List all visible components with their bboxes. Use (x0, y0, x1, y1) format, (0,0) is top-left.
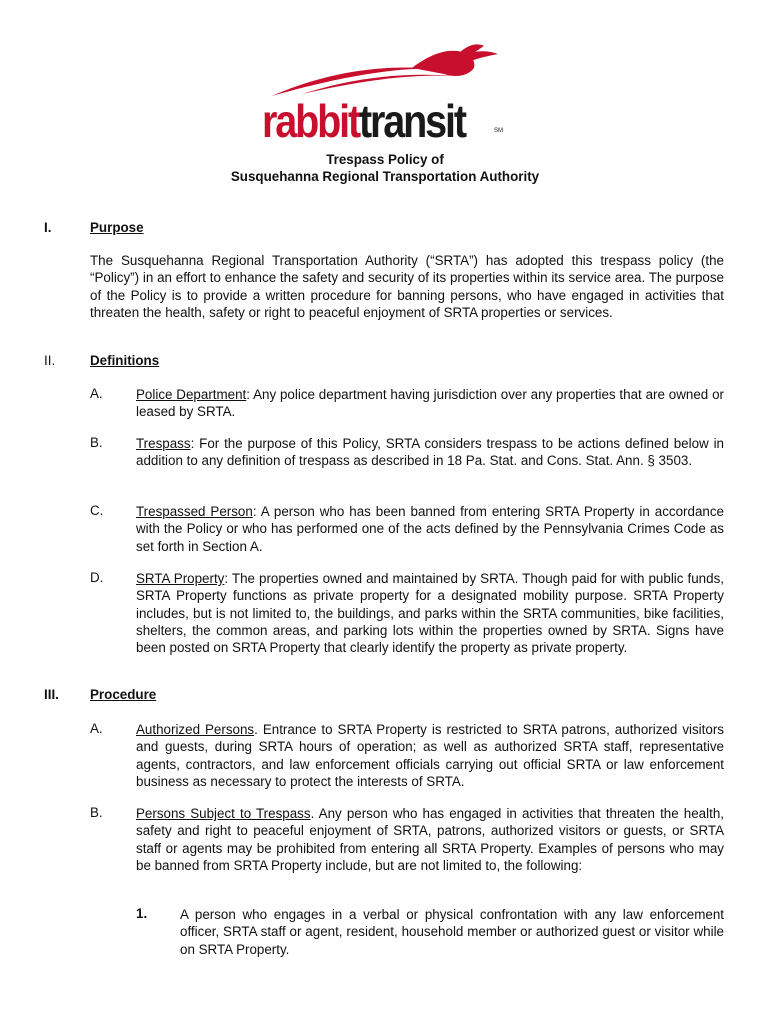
section-title-procedure: Procedure (90, 687, 157, 702)
definition-trespass (136, 435, 724, 470)
procedure-persons-subject (136, 805, 724, 874)
definition-letter: D. (90, 570, 104, 585)
definition-body: : Any police department having jurisdiction over any properties that are owned or leased by SRTA. (136, 387, 724, 420)
definition-letter: A. (90, 386, 103, 401)
definition-trespassed-person (136, 503, 724, 555)
procedure-letter: B. (90, 805, 103, 820)
document-title (0, 151, 770, 185)
definition-letter: C. (90, 503, 104, 518)
section-number: I. (44, 220, 52, 235)
purpose-paragraph: The Susquehanna Regional Transportation Authority (“SRTA”) has adopted this trespass policy (the “Policy”) in an effort to enhance the safety and security of its properties within its service area. The purpose of the Policy is to provide a written procedure for banning persons, who have engaged in activities that threaten the health, safety or right to peaceful enjoyment of SRTA properties or services. (90, 253, 724, 320)
definition-srta-property (136, 570, 724, 656)
service-mark: SM (494, 128, 503, 134)
definition-police-department (136, 386, 724, 421)
list-item: A person who engages in a verbal or physical confrontation with any law enforcement officer, SRTA staff or agent, resident, household member or authorized guest or visitor while on SRTA Property. (180, 907, 724, 957)
procedure-term: Authorized Persons (136, 722, 255, 737)
definition-body: : For the purpose of this Policy, SRTA considers trespass to be actions defined below in addition to any definition of trespass as described in 18 Pa. Stat. and Cons. Stat. Ann. § 3503. (136, 436, 724, 469)
definition-body: : The properties owned and maintained by SRTA. Though paid for with public funds, SRTA Property functions as private property for a designated mobility purpose. SRTA Property includes, but is not limited to, the buildings, and parks within the SRTA communities, bike facilities, shelters, the common areas, and parking lots within the properties owned by SRTA. Signs have been posted on SRTA Property that clearly identify the property as private property. (136, 571, 724, 656)
list-number: 1. (136, 906, 148, 921)
title-line-2: Susquehanna Regional Transportation Authority (230, 169, 540, 184)
procedure-term: Persons Subject to Trespass (136, 806, 311, 821)
procedure-body: . Entrance to SRTA Property is restricted to SRTA patrons, authorized visitors and guests, during SRTA hours of operation; as well as authorized SRTA staff, representative agents, contractors, and law enforcement officials carrying out official SRTA or law enforcement business as necessary to protect the interests of SRTA. (136, 722, 724, 789)
definition-letter: B. (90, 435, 103, 450)
definition-body: : A person who has been banned from entering SRTA Property in accordance with the Policy or who has performed one of the acts defined by the Pennsylvania Crimes Code as set forth in Section A. (136, 504, 724, 554)
section-number: II. (44, 353, 56, 368)
section-title-purpose: Purpose (90, 220, 144, 235)
definition-term: SRTA Property (136, 571, 225, 586)
definition-term: Trespassed Person (136, 504, 253, 519)
definition-term: Trespass (136, 436, 191, 451)
section-title-definitions: Definitions (90, 353, 160, 368)
section-number: III. (44, 687, 59, 702)
procedure-letter: A. (90, 721, 103, 736)
procedure-authorized-persons (136, 721, 724, 790)
procedure-body: . Any person who has engaged in activities that threaten the health, safety and right to peaceful enjoyment of SRTA, patrons, authorized visitors or guests, or SRTA staff or agents may be prohibited from entering all SRTA Property. Examples of persons who may be banned from SRTA Property include, but are not limited to, the following: (136, 806, 724, 873)
definition-term: Police Department (136, 387, 247, 402)
logo-wordmark: rabbittransit (262, 95, 465, 147)
title-line-1: Trespass Policy of (326, 152, 444, 167)
rabbittransit-logo (262, 44, 512, 147)
